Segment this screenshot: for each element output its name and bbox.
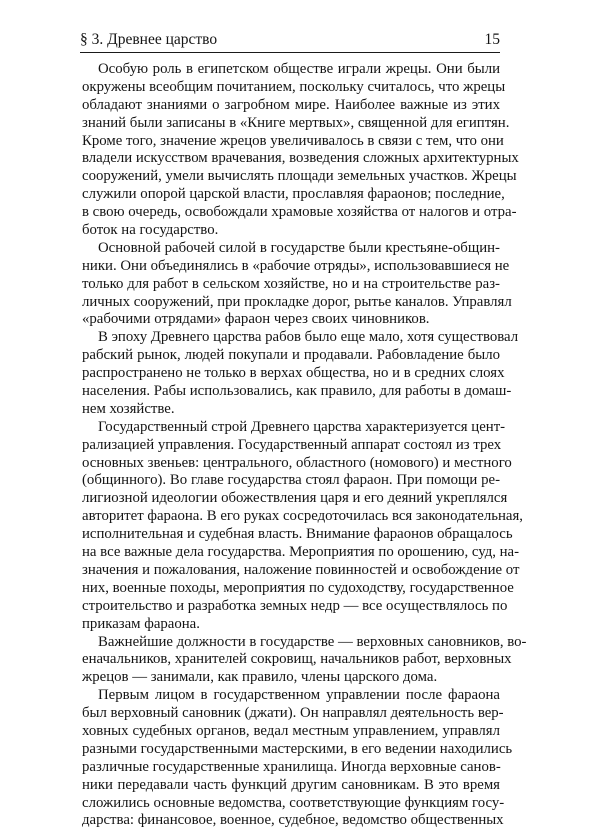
text-line: (общинного). Во главе государства стоял фараон. При помощи ре-: [82, 472, 500, 489]
text-line: основных звеньев: центрального, областного (номового) и местного: [82, 454, 512, 471]
text-line: нем хозяйстве.: [82, 400, 175, 417]
text-line: Кроме того, значение жрецов увеличивалось в связи с тем, что они: [82, 132, 504, 149]
text-line: авторитет фараона. В его руках сосредоточилась вся законодательная,: [82, 508, 523, 525]
text-line: рабский рынок, людей покупали и продавали. Рабовладение было: [82, 347, 500, 364]
text-line: личных сооружений, при прокладке дорог, рытье каналов. Управлял: [82, 293, 512, 310]
text-line: них, военные походы, мероприятия по судоходству, государственное: [82, 579, 514, 596]
text-line: знаний были записаны в «Книге мертвых», священной для египтян.: [82, 114, 510, 131]
text-line: сложились основные ведомства, соответствующие функциям госу-: [82, 794, 505, 811]
text-line: Особую роль в египетском обществе играли жрецы. Они были: [98, 61, 500, 77]
text-line: Государственный строй Древнего царства характеризуется цент-: [98, 418, 506, 435]
text-line: был верховный сановник (джати). Он направлял деятельность вер-: [82, 705, 504, 722]
text-line: жрецов — занимали, как правило, члены царского дома.: [82, 669, 438, 686]
text-line: строительство и разработка земных недр — все осуществлялось по: [82, 597, 508, 614]
paragraph: [82, 329, 519, 418]
text-line: ники. Они объединялись в «рабочие отряды», использовавшиеся не: [82, 257, 510, 274]
text-line: «рабочими отрядами» фараон через своих чиновников.: [82, 311, 430, 328]
text-line: служили опорой царской власти, прославляя фараонов; последние,: [82, 186, 505, 203]
text-line: приказам фараона.: [82, 615, 200, 632]
page-number: 15: [484, 31, 500, 48]
running-header: [80, 30, 500, 53]
text-line: дарства: финансовое, военное, судебное, ведомство общественных: [82, 812, 504, 829]
paragraph: [82, 687, 513, 830]
section-title: § 3. Древнее царство: [80, 31, 218, 48]
text-line: различные государственные хранилища. Иногда верховные санов-: [82, 758, 501, 775]
paragraph: [82, 239, 512, 329]
text-line: ники передавали часть функций другим сановникам. В это время: [82, 776, 500, 793]
text-line: лигиозной идеологии обожествления царя и его деяний укреплялся: [82, 490, 508, 507]
text-line: в свою очередь, освобождали храмовые хозяйства от налогов и отра-: [82, 204, 517, 221]
text-line: боток на государство.: [82, 222, 219, 239]
text-line: Важнейшие должности в государстве — верховных сановников, во-: [98, 633, 527, 650]
text-line: исполнительная и судебная власть. Внимание фараонов обращалось: [82, 526, 513, 543]
text-line: значения и пожалования, наложение повинностей и освобождение от: [82, 561, 520, 578]
text-line: на все важные дела государства. Мероприятия по орошению, суд, на-: [82, 544, 520, 561]
text-line: сооружений, умели вычислять площади земельных участков. Жрецы: [82, 168, 517, 185]
text-line: окружены всеобщим почитанием, поскольку считалось, что жрецы: [82, 78, 506, 95]
text-line: владели искусством врачевания, возведения сложных архитектурных: [82, 150, 519, 167]
body-text: [82, 61, 527, 830]
text-line: Первым лицом в государственном управлении после фараона: [98, 687, 500, 704]
text-line: Основной рабочей силой в государстве были крестьяне-общин-: [98, 239, 500, 256]
text-line: распространено не только в верхах общества, но и в средних слоях: [82, 365, 505, 382]
paragraph: [82, 633, 527, 688]
text-line: обладают знаниями о загробном мире. Наиболее важные из этих: [82, 96, 500, 113]
text-line: В эпоху Древнего царства рабов было еще мало, хотя существовал: [98, 329, 519, 346]
text-line: только для работ в сельском хозяйстве, но и на строительстве раз-: [82, 275, 500, 292]
text-line: разными государственными мастерскими, в его ведении находились: [82, 740, 513, 757]
paragraph: [82, 418, 523, 634]
text-line: рализацией управления. Государственный аппарат состоял из трех: [82, 436, 502, 453]
text-line: населения. Рабы использовались, как правило, для работы в домаш-: [82, 383, 512, 400]
paragraph: [82, 61, 519, 240]
text-line: еначальников, хранителей сокровищ, начальников работ, верховных: [82, 651, 512, 668]
text-line: ховных судебных органов, ведал местным управлением, управлял: [82, 722, 500, 739]
